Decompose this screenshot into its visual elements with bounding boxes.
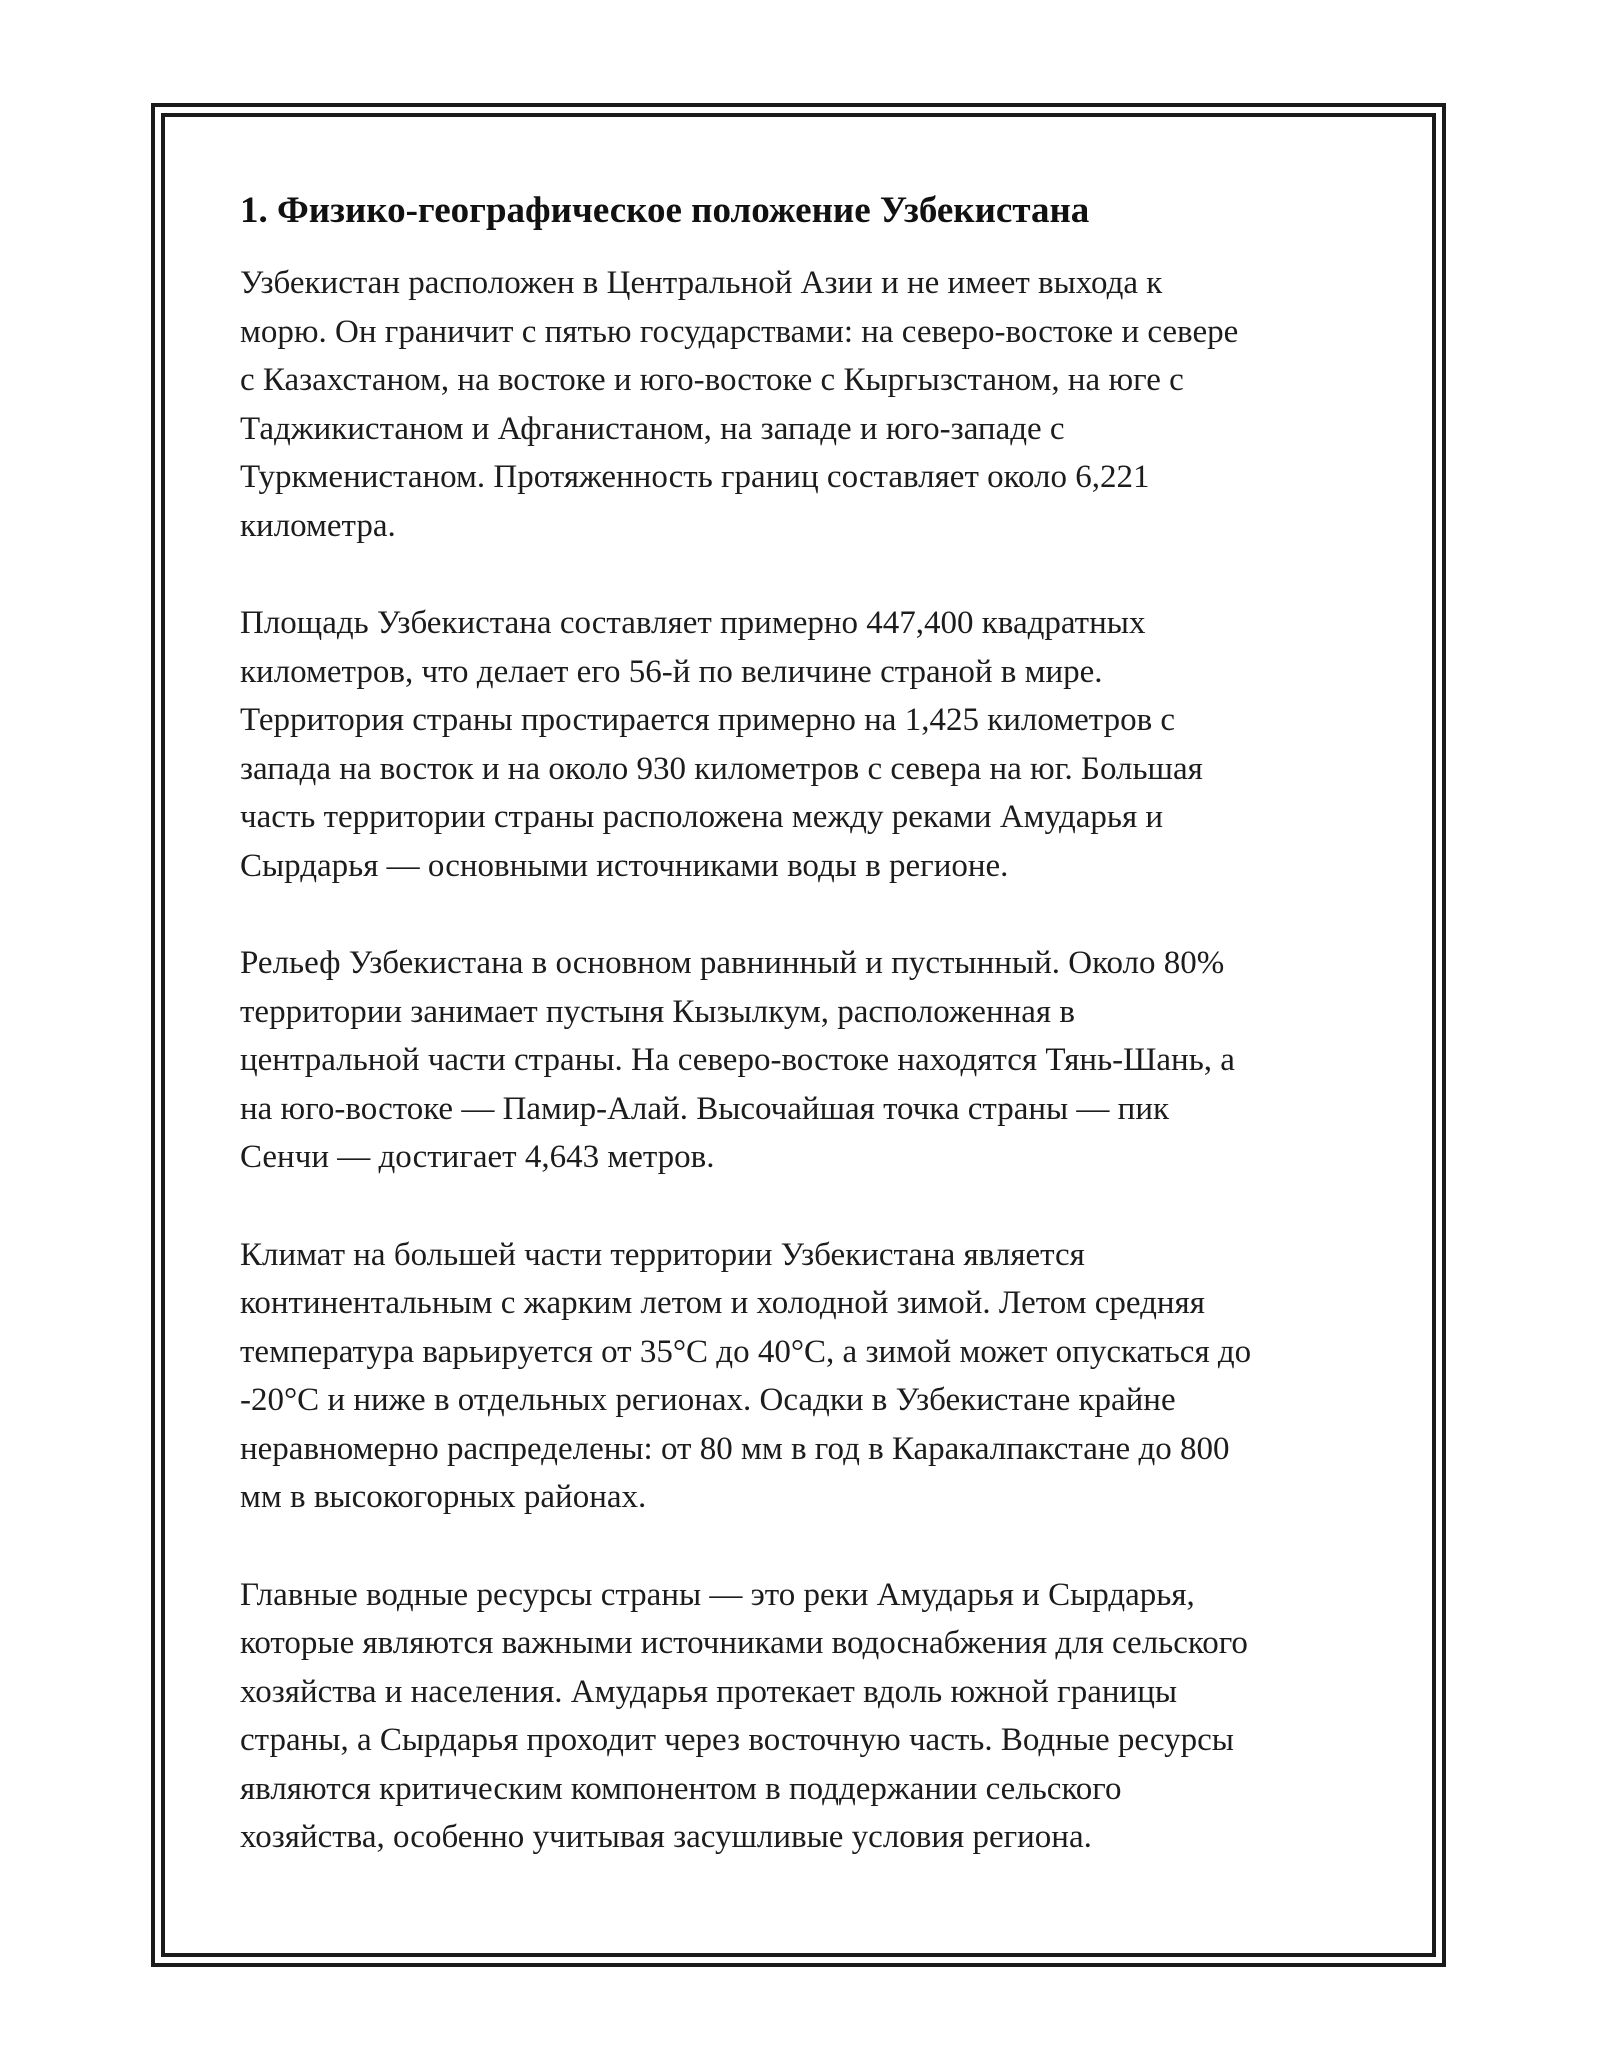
page-border-inner: [161, 113, 1436, 1957]
page-border-outer: [151, 103, 1446, 1967]
section-title: 1. Физико-географическое положение Узбекистана: [240, 190, 1090, 231]
paragraph-borders: Узбекистан расположен в Центральной Азии и не имеет выхода к морю. Он граничит с пятью государствами: на северо-востоке и севере с Казахстаном, на востоке и юго-востоке с Кыргызстаном, на юге с Таджикистаном и Афганистаном, на западе и юго-западе с Туркменистаном. Протяженность границ составляет около 6,221 километра.: [240, 265, 1239, 544]
paragraph-climate: Климат на большей части территории Узбекистана является континентальным с жарким летом и холодной зимой. Летом средняя температура варьируется от 35°C до 40°C, а зимой может опускаться до -20°C и ниже в отдельных регионах. Осадки в Узбекистане крайне неравномерно распределены: от 80 мм в год в Каракалпакстане до 800 мм в высокогорных районах.: [240, 1236, 1252, 1515]
paragraph-water-resources: Главные водные ресурсы страны — это реки Амударья и Сырдарья, которые являются важными источниками водоснабжения для сельского хозяйства и населения. Амударья протекает вдоль южной границы страны, а Сырдарья проходит через восточную часть. Водные ресурсы являются критическим компонентом в поддержании сельского хозяйства, особенно учитывая засушливые условия региона.: [240, 1576, 1248, 1855]
paragraph-relief: Рельеф Узбекистана в основном равнинный и пустынный. Около 80% территории занимает пустыня Кызылкум, расположенная в центральной части страны. На северо-востоке находятся Тянь-Шань, а на юго-востоке — Памир-Алай. Высочайшая точка страны — пик Сенчи — достигает 4,643 метров.: [240, 945, 1235, 1175]
document-content: [240, 189, 1395, 1862]
paragraph-area: Площадь Узбекистана составляет примерно 447,400 квадратных километров, что делает его 56-й по величине страной в мире. Территория страны простирается примерно на 1,425 километров с запада на восток и на около 930 километров с севера на юг. Большая часть территории страны расположена между реками Амударья и Сырдарья — основными источниками воды в регионе.: [240, 605, 1203, 884]
